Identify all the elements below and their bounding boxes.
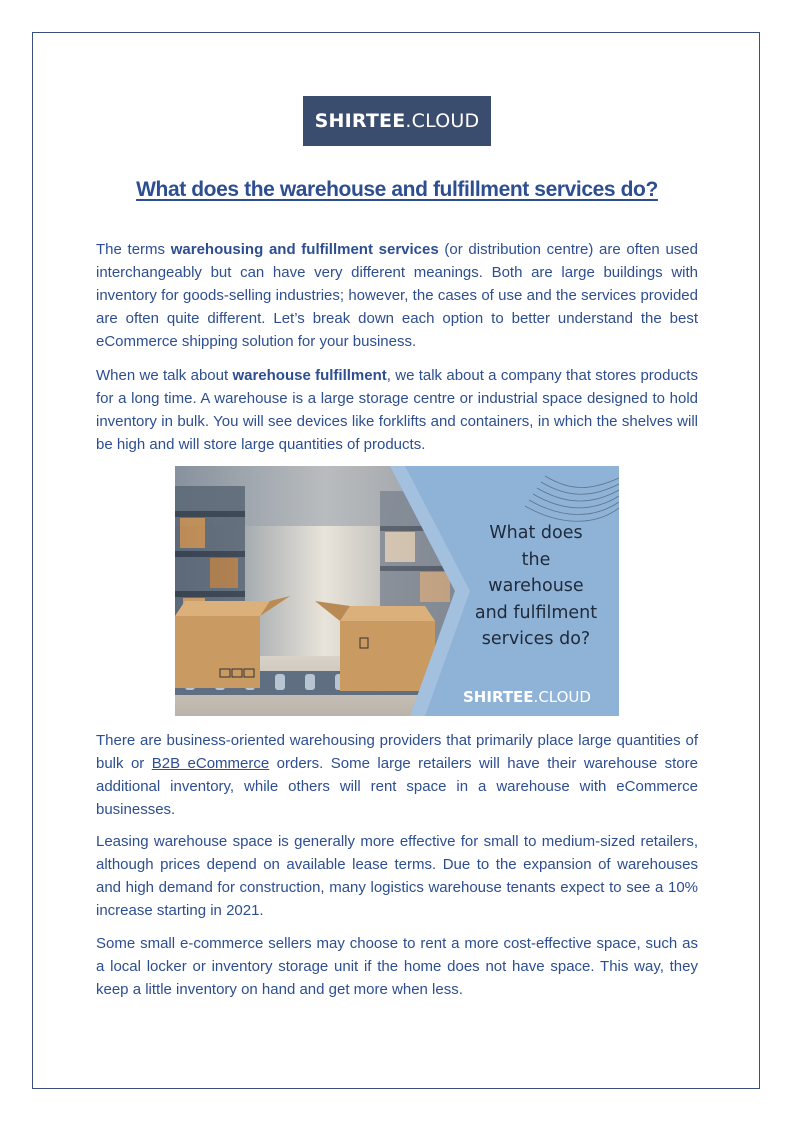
page-title: What does the warehouse and fulfillment services do?: [136, 178, 658, 201]
banner-line: warehouse: [488, 576, 584, 596]
p1-text-before: The terms: [96, 241, 171, 258]
b2b-ecommerce-link[interactable]: B2B eCommerce: [151, 755, 270, 772]
p2-text-before: When we talk about: [96, 367, 233, 384]
shirtee-cloud-logo: [303, 96, 491, 146]
banner-line: What does: [489, 523, 583, 543]
banner-headline: [461, 520, 611, 653]
paragraph-warehouse-fulfillment: [96, 364, 698, 456]
banner-line: and fulfilment: [474, 602, 598, 623]
p1-text-after: (or distribution centre) are often used interchangeably but can have very different meanings. Both are large buildings with inventory for goods-selling industries; however, the cases of use and the services provided are often quite different. Let’s break down each option to better understand the best eCommerce shipping solution for your business.: [96, 241, 698, 350]
p1-bold-term: warehousing and fulfillment services: [170, 241, 439, 258]
banner-line: services do?: [481, 629, 591, 649]
paragraph-intro: [96, 238, 698, 353]
warehouse-banner-image: [175, 466, 619, 716]
p3-text-after: orders. Some large retailers will have their warehouse store additional inventory, while others will rent space in a warehouse with eCommerce businesses.: [96, 755, 698, 818]
paragraph-leasing: Leasing warehouse space is generally more effective for small to medium-sized retailers, although prices depend on available lease terms. Due to the expansion of warehouses and high demand for construction, many logistics warehouse tenants expect to see a 10% increase starting in 2021.: [96, 833, 698, 919]
p3-text-before: There are business-oriented warehousing providers that primarily place large quantities of bulk or: [96, 732, 698, 772]
paragraph-small-sellers: Some small e-commerce sellers may choose to rent a more cost-effective space, such as a local locker or inventory storage unit if the home does not have space. This way, they keep a little inventory on hand and get more when less.: [96, 935, 698, 998]
banner-logo: [463, 688, 591, 706]
banner-line: the: [521, 549, 551, 570]
banner-logo-bold: SHIRTEE: [463, 688, 534, 706]
logo-brand-light: .CLOUD: [405, 110, 480, 132]
p2-text-after: , we talk about a company that stores products for a long time. A warehouse is a large storage centre or industrial space designed to hold inventory in bulk. You will see devices like forklifts and containers, in which the shelves will be high and will store large quantities of products.: [96, 367, 698, 453]
p2-bold-term: warehouse fulfillment: [232, 367, 387, 384]
paragraph-business-warehousing: [96, 729, 698, 821]
banner-logo-light: .CLOUD: [533, 688, 591, 706]
logo-brand-bold: SHIRTEE: [314, 110, 406, 132]
